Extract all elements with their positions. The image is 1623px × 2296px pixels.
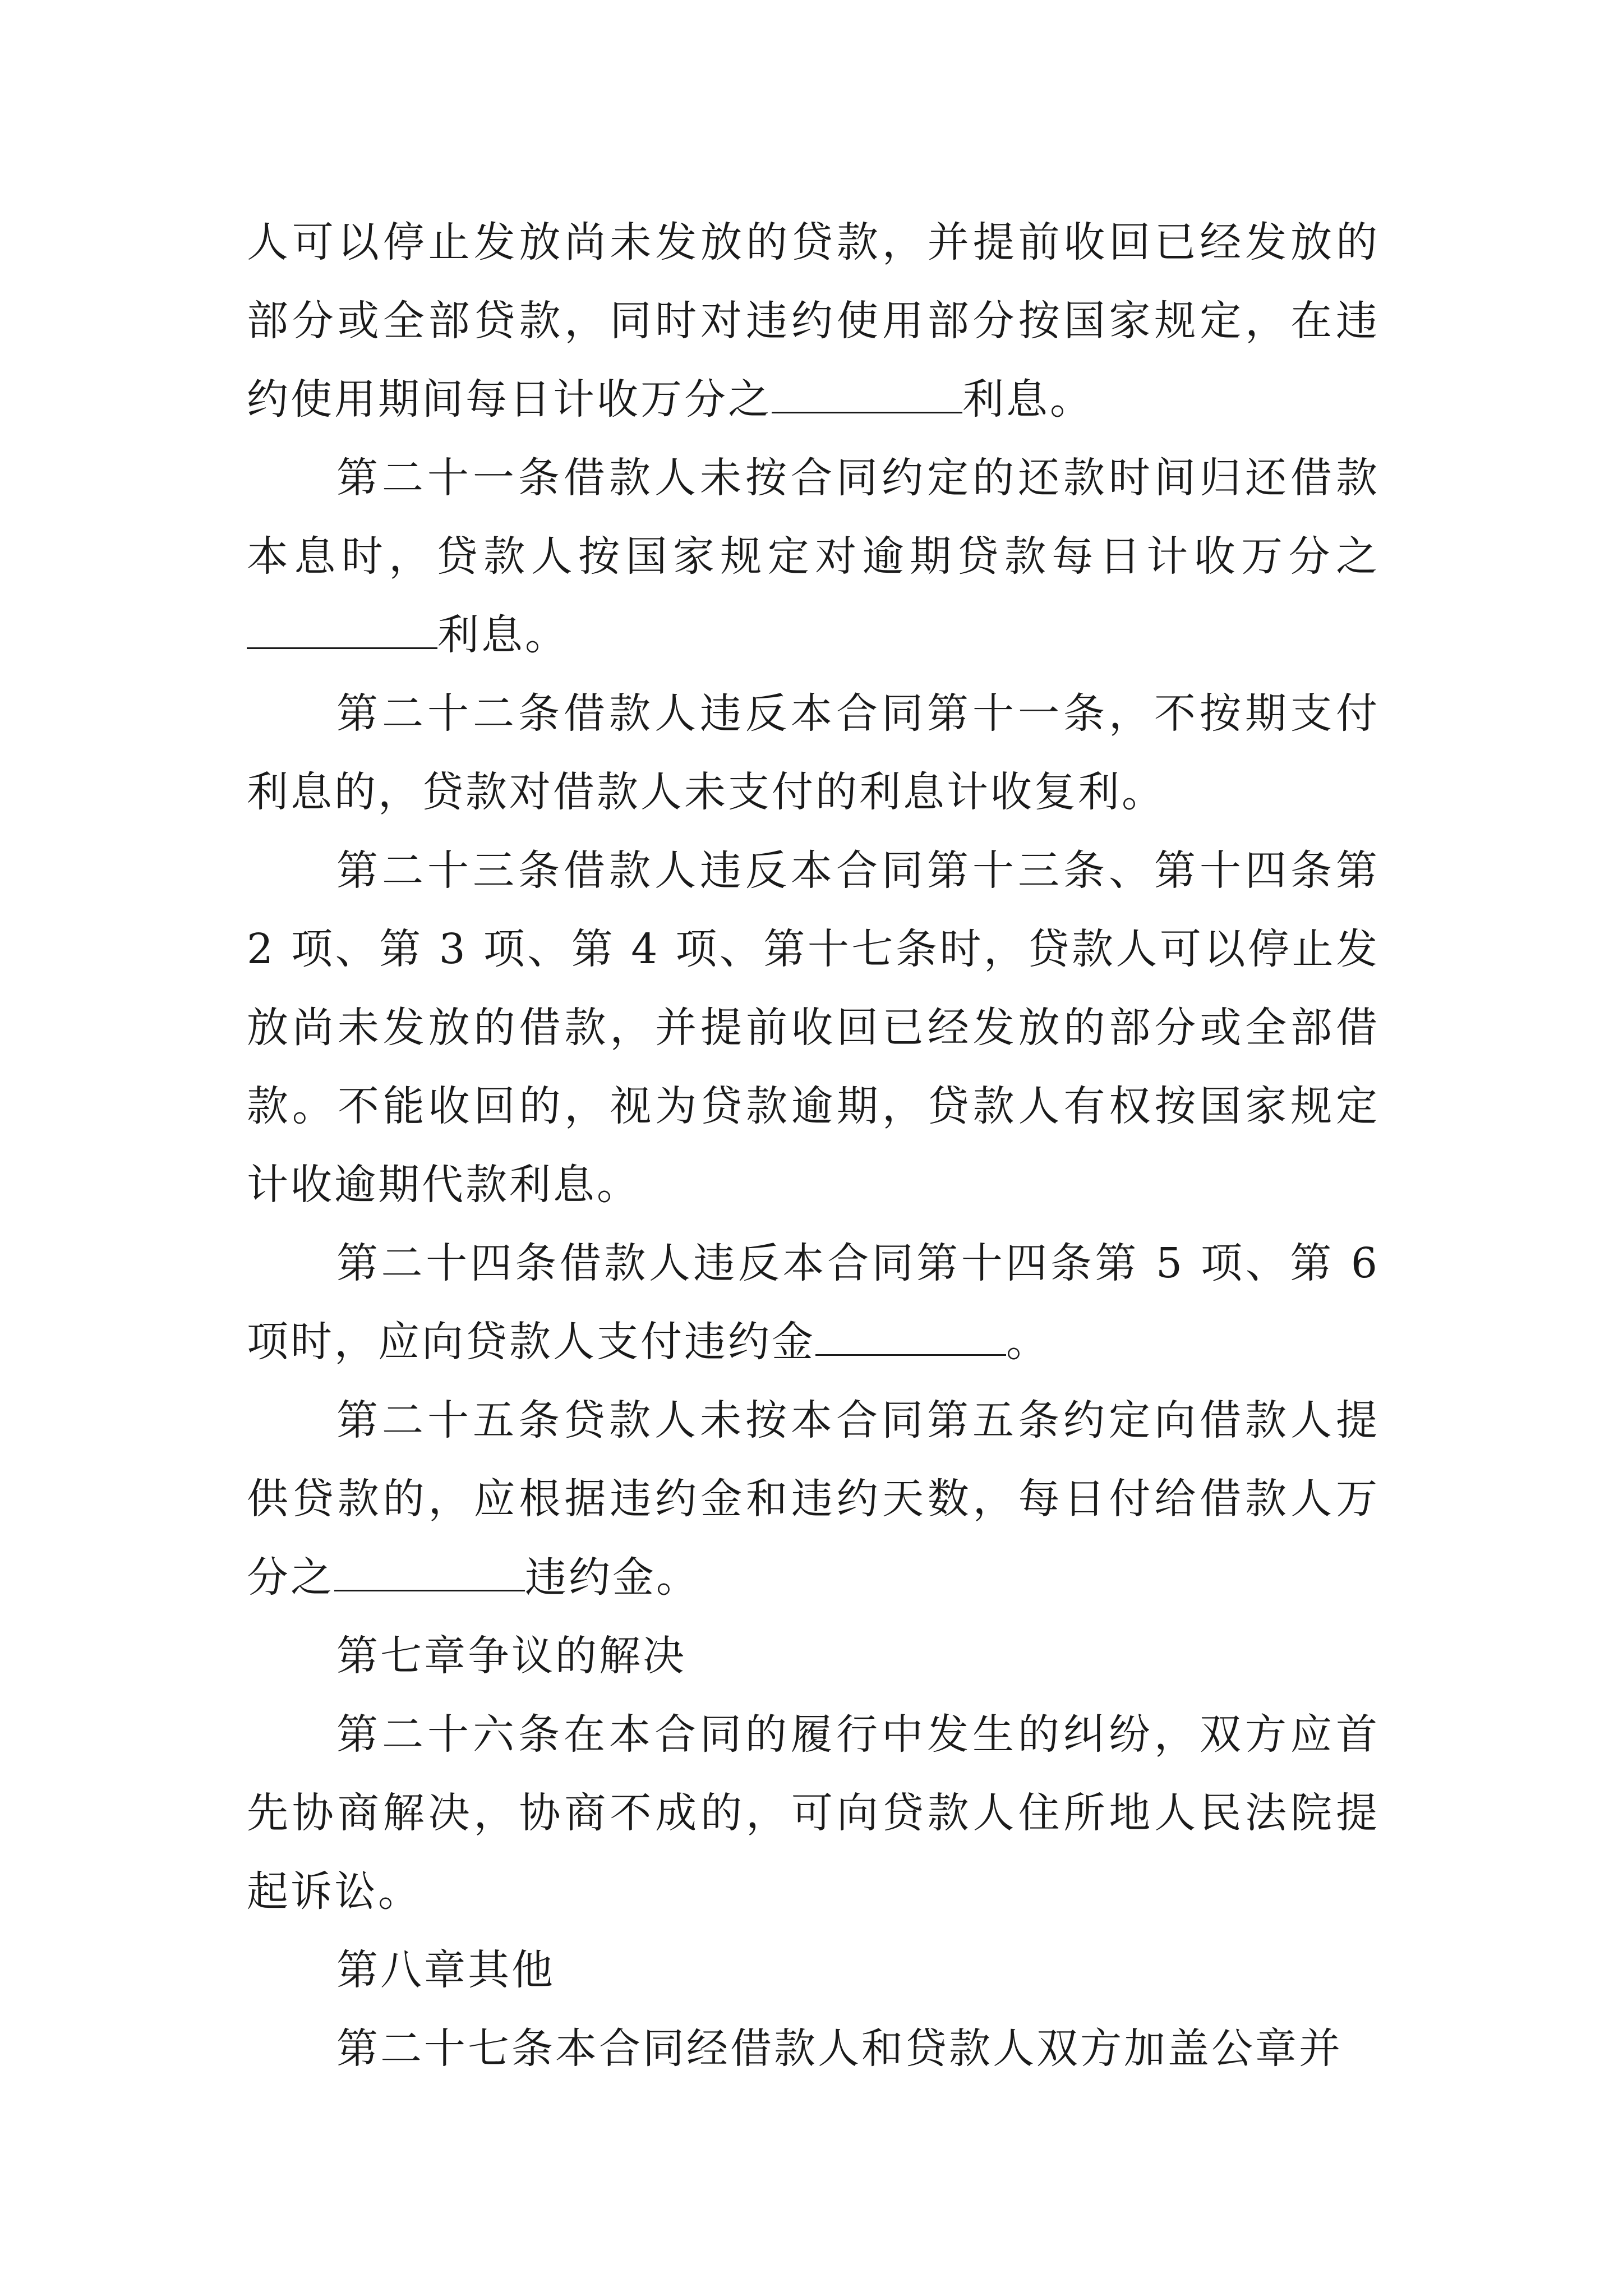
fill-in-blank[interactable] [815, 1320, 1006, 1356]
paragraph-text-end: 违约金。 [525, 1553, 700, 1602]
article-26: 第二十六条在本合同的履行中发生的纠纷，双方应首先协商解决，协商不成的，可向贷款人住所地人民法院提起诉讼。 [247, 1710, 1380, 1916]
article-24 [247, 1224, 1380, 1381]
article-21 [247, 439, 1380, 674]
paragraph-text: 第二十一条借款人未按合同约定的还款时间归还借款本息时，贷款人按国家规定对逾期贷款每日计收万分之 [247, 454, 1380, 581]
document-body [247, 203, 1380, 2088]
paragraph-text-end: 。 [1006, 1318, 1050, 1366]
article-23: 第二十三条借款人违反本合同第十三条、第十四条第 2 项、第 3 项、第 4 项、第十七条时，贷款人可以停止发放尚未发放的借款，并提前收回已经发放的部分或全部借款。不能收回的，视为贷款逾期，贷款人有权按国家规定计收逾期代款利息。 [247, 846, 1380, 1209]
fill-in-blank[interactable] [334, 1556, 525, 1591]
paragraph-text: 第二十四条借款人违反本合同第十四条第 5 项、第 6 项时，应向贷款人支付违约金 [247, 1239, 1380, 1366]
paragraph-continued [247, 203, 1380, 439]
fill-in-blank[interactable] [247, 614, 437, 649]
article-27: 第二十七条本合同经借款人和贷款人双方加盖公章并 [336, 2024, 1343, 2073]
chapter-8-heading: 第八章其他 [336, 1946, 555, 1994]
paragraph-text-end: 利息。 [437, 611, 569, 659]
article-25 [247, 1381, 1380, 1617]
fill-in-blank[interactable] [772, 378, 962, 413]
paragraph-text: 第二十五条贷款人未按本合同第五条约定向借款人提供贷款的，应根据违约金和违约天数，每日付给借款人万分之 [247, 1396, 1380, 1602]
paragraph-text-end: 利息。 [962, 375, 1094, 424]
paragraph-text: 人可以停止发放尚未发放的贷款，并提前收回已经发放的部分或全部贷款，同时对违约使用部分按国家规定，在违约使用期间每日计收万分之 [247, 218, 1380, 424]
article-22: 第二十二条借款人违反本合同第十一条，不按期支付利息的，贷款对借款人未支付的利息计收复利。 [247, 689, 1380, 816]
chapter-7-heading: 第七章争议的解决 [336, 1632, 686, 1680]
